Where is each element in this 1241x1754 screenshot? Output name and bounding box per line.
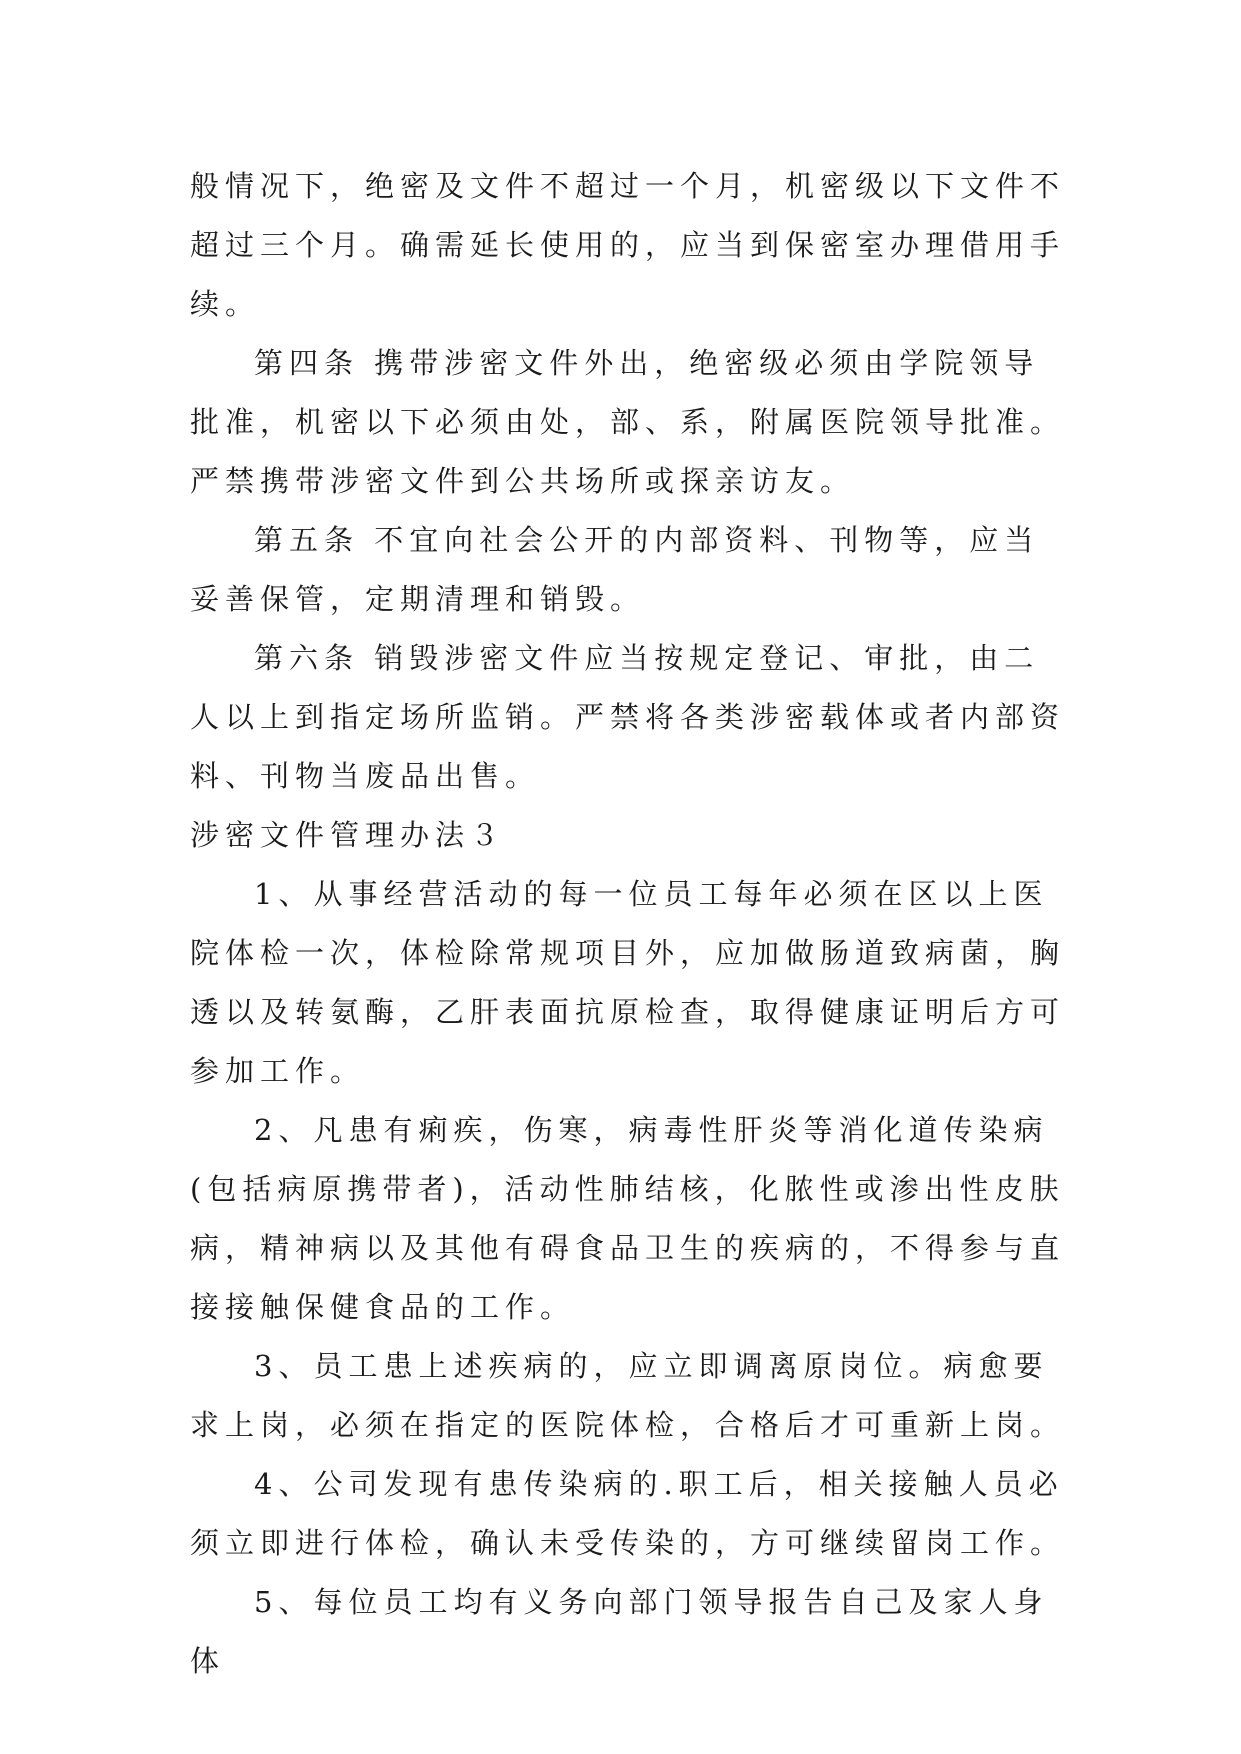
paragraph-item-3: 3、员工患上述疾病的，应立即调离原岗位。病愈要求上岗，必须在指定的医院体检，合格后才可重新上岗。: [190, 1349, 1066, 1442]
document-body: [190, 157, 1070, 1691]
paragraph-item-4: 4、公司发现有患传染病的.职工后，相关接触人员必须立即进行体检，确认未受传染的，方可继续留岗工作。: [190, 1467, 1066, 1560]
paragraph-article-5: 第五条 不宜向社会公开的内部资料、刊物等，应当妥善保管，定期清理和销毁。: [190, 523, 1040, 616]
section-heading: 涉密文件管理办法３: [190, 818, 506, 852]
paragraph-article-4: 第四条 携带涉密文件外出，绝密级必须由学院领导批准，机密以下必须由处，部、系，附属医院领导批准。严禁携带涉密文件到公共场所或探亲访友。: [190, 346, 1066, 498]
paragraph-continuation: 般情况下，绝密及文件不超过一个月，机密级以下文件不超过三个月。确需延长使用的，应当到保密室办理借用手续。: [190, 169, 1066, 321]
paragraph-item-5: 5、每位员工均有义务向部门领导报告自己及家人身体: [190, 1585, 1049, 1678]
paragraph-item-2: 2、凡患有痢疾，伤寒，病毒性肝炎等消化道传染病(包括病原携带者)，活动性肺结核，化脓性或渗出性皮肤病，精神病以及其他有碍食品卫生的疾病的，不得参与直接接触保健食品的工作。: [190, 1113, 1066, 1324]
paragraph-item-1: 1、从事经营活动的每一位员工每年必须在区以上医院体检一次，体检除常规项目外，应加做肠道致病菌，胸透以及转氨酶，乙肝表面抗原检查，取得健康证明后方可参加工作。: [190, 877, 1066, 1088]
paragraph-article-6: 第六条 销毁涉密文件应当按规定登记、审批，由二人以上到指定场所监销。严禁将各类涉密载体或者内部资料、刊物当废品出售。: [190, 641, 1066, 793]
